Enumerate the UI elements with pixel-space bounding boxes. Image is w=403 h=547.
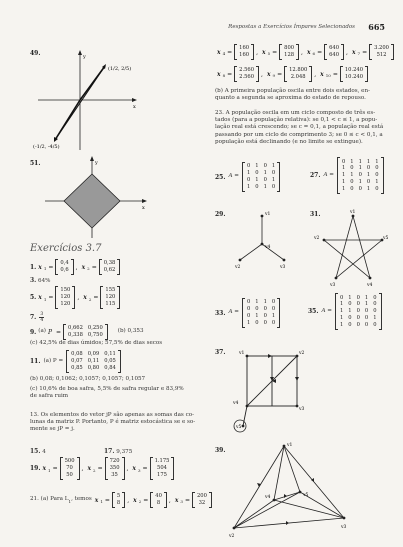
answer-49-number: 49. [30, 50, 41, 57]
answer-13: 13. Os elementos do vetor jP são apenas as somas das co- lunas da matriz P. Portanto, P é matriz estocástica se e so- mente se jP = j. [30, 412, 196, 433]
vertex [335, 277, 338, 280]
answer-39-graph [226, 440, 356, 540]
matrix: 5 8 [112, 492, 125, 508]
page-header [0, 22, 403, 34]
answer-11: 11. (a) P = 0,08 0,09 0,11 0,07 0,11 0,05 0,85 0,80 0,84 [30, 350, 121, 373]
arrowhead [286, 521, 289, 525]
vertex [369, 277, 372, 280]
matrix: 200 32 [192, 492, 212, 508]
vector-arrow [55, 100, 80, 140]
vertex-label: v1 [265, 212, 271, 217]
axis-label-x: x [133, 104, 136, 110]
vertex [261, 215, 264, 218]
matrix: 500 70 50 [60, 457, 80, 480]
vertex-label: v5 [383, 236, 389, 241]
arrowhead [142, 199, 147, 203]
vertex-label: v5 [303, 493, 309, 498]
vertex-label: v5 [236, 425, 242, 430]
matrix: 720 350 35 [105, 457, 125, 480]
vertex-label: v3 [330, 283, 336, 288]
matrix: 0,4 0,6 [55, 259, 73, 275]
vertex [246, 355, 249, 358]
vertex [296, 405, 299, 408]
answer-31-graph [312, 206, 394, 292]
answer-21b: (b) A primeira população oscila entre dois estados, en- quanto a segunda se aproxima do estado de repouso. [215, 88, 370, 102]
matrix: 1.175 504 175 [150, 457, 175, 480]
vertex-label: v2 [235, 265, 241, 270]
arrowhead [268, 354, 272, 358]
vertex [352, 215, 355, 218]
edge [234, 500, 274, 528]
edge [274, 500, 344, 518]
axis-label-x: x [142, 205, 145, 211]
vertex [261, 243, 264, 246]
answer-21-continued-row1: x 4 = 160 160 , x 5 = 800 128 , x 6 = 640 640 , x 7 = 3.200 512 [215, 44, 394, 60]
vertex-label: v1 [239, 351, 245, 356]
edge [240, 244, 262, 260]
vertex-label: v2 [314, 236, 320, 241]
answer-11b: (b) 0,08; 0,1062; 0,1057; 0,1057; 0,1057 [30, 376, 146, 382]
shaded-square [64, 174, 120, 228]
arrowhead [284, 494, 287, 498]
vertex-label: v4 [367, 283, 373, 288]
answer-33: 33. A = 0 1 1 0 0 0 0 0 0 1 0 1 1 0 0 0 [215, 298, 280, 328]
arrowhead [295, 377, 299, 381]
vertex-label: v3 [299, 407, 305, 412]
vertex-label: v4 [265, 245, 271, 250]
vertex [343, 517, 346, 520]
answer-37-number: 37. [215, 349, 226, 356]
arrowhead [132, 98, 137, 102]
answer-23: 23. A população oscila em um ciclo composto de três es- tados (para a população relativa): se 0,1 < c ≤ 1, a popu- lação real está crescendo; se c = 0,1, a população real está passando por um ciclo de comprimento 3; se 0 ≤ c < 0,1, a população está declinando (e no limite se extingue). [215, 110, 384, 145]
vertex [233, 527, 236, 530]
vertex-label: v2 [299, 351, 305, 356]
vertex [239, 259, 242, 262]
vertex [246, 405, 249, 408]
answer-9: 9. (a) P = 0,662 0,250 0,338 0,750 (b) 0,353 [30, 325, 144, 338]
answer-35: 35. A = 0 1 0 1 0 1 0 0 1 0 1 1 0 0 0 1 0 0 0 1 1 0 0 0 0 [308, 293, 382, 330]
arrowhead [90, 156, 94, 161]
vertex-label: v4 [233, 401, 239, 406]
answer-51-graph [40, 156, 150, 241]
point-label-1: (1/2, 2/5) [108, 66, 132, 72]
vertex-label: v4 [265, 495, 271, 500]
answer-31-number: 31. [310, 211, 321, 218]
answer-25: 25. A = 0 1 0 1 1 0 1 0 0 1 0 1 1 0 1 0 [215, 162, 280, 192]
vertex-label: v3 [341, 525, 347, 530]
vertex [299, 491, 302, 494]
answer-39-number: 39. [215, 447, 226, 454]
answer-29-number: 29. [215, 211, 226, 218]
answer-5: 5. x 1 = 150 120 120 , x 2 = 155 120 115 [30, 286, 120, 309]
axis-label-y: y [83, 54, 86, 60]
subscript: 2 [87, 266, 90, 271]
vertex-label: v2 [229, 534, 235, 539]
variable: x [38, 263, 42, 271]
vertex [283, 259, 286, 262]
variable: x [81, 263, 86, 271]
answer-37-graph [225, 346, 325, 436]
vertex-label: v1 [350, 210, 356, 215]
answer-21-continued-row2: x 8 = 2.560 2.560 , x 9 = 12.800 2.048 , x 10 = 10.240 10.240 [215, 66, 368, 82]
answer-15: 15. 4 [30, 448, 46, 455]
point-label-2: (-1/2, -4/5) [33, 144, 60, 150]
fraction: 3 4 [40, 312, 44, 323]
star-edges [324, 216, 382, 278]
answer-21: 21. (a) Para L 1 , temos x 1 = 5 8 , x 2 = 40 8 , x 3 = 200 32 [30, 492, 212, 508]
matrix: 40 8 [150, 492, 167, 508]
answer-49-graph [30, 48, 180, 154]
answer-27: 27. A = 0 1 1 1 1 1 0 1 0 0 1 1 0 1 0 1 0 1 0 1 1 0 0 1 0 [310, 157, 384, 194]
vertex [273, 499, 276, 502]
answer-29-graph [232, 208, 292, 273]
vertex-label: v3 [280, 265, 286, 270]
running-title: Respostas a Exercícios Ímpares Selecionados [228, 24, 355, 30]
vertex [242, 425, 245, 428]
answer-3: 3. 64% [30, 277, 51, 284]
matrix: 150 120 120 [55, 286, 75, 309]
subscript: 1 [43, 266, 47, 271]
matrix: 0,662 0,250 0,338 0,750 [63, 324, 108, 340]
page-number: 665 [368, 22, 385, 32]
axis-label-y: y [95, 160, 98, 166]
vertex-label: v1 [287, 443, 293, 448]
answer-19: 19. x 1 = 500 70 50 , x 2 = 720 350 35 , x 3 = 1.175 504 175 [30, 457, 174, 480]
vertex [283, 445, 286, 448]
matrix: 0,38 0,62 [99, 259, 121, 275]
answer-1: 1. x 1 = 0,4 0,6 , x 2 = 0,38 0,62 [30, 259, 120, 275]
matrix: 0,08 0,09 0,11 0,07 0,11 0,05 0,85 0,80 0,84 [66, 350, 121, 373]
vertex [296, 355, 299, 358]
section-heading: Exercícios 3.7 [30, 243, 102, 254]
matrix: 155 120 115 [100, 286, 120, 309]
edge [284, 446, 300, 492]
answer-17: 17. 9,375 [104, 448, 133, 455]
answer-9c: (c) 42,5% de dias úmidos; 57,5% de dias secos [30, 340, 163, 346]
answer-7: 7. 3 4 [30, 312, 44, 323]
vertex [323, 239, 326, 242]
answer-51-number: 51. [30, 160, 41, 167]
answer-11c: (c) 10,6% de boa safra, 5,5% de safra regular e 83,9% de safra ruim [30, 386, 184, 400]
answer-number: 1. [30, 263, 37, 271]
arrowhead [78, 50, 82, 55]
vector-arrow [80, 66, 105, 100]
